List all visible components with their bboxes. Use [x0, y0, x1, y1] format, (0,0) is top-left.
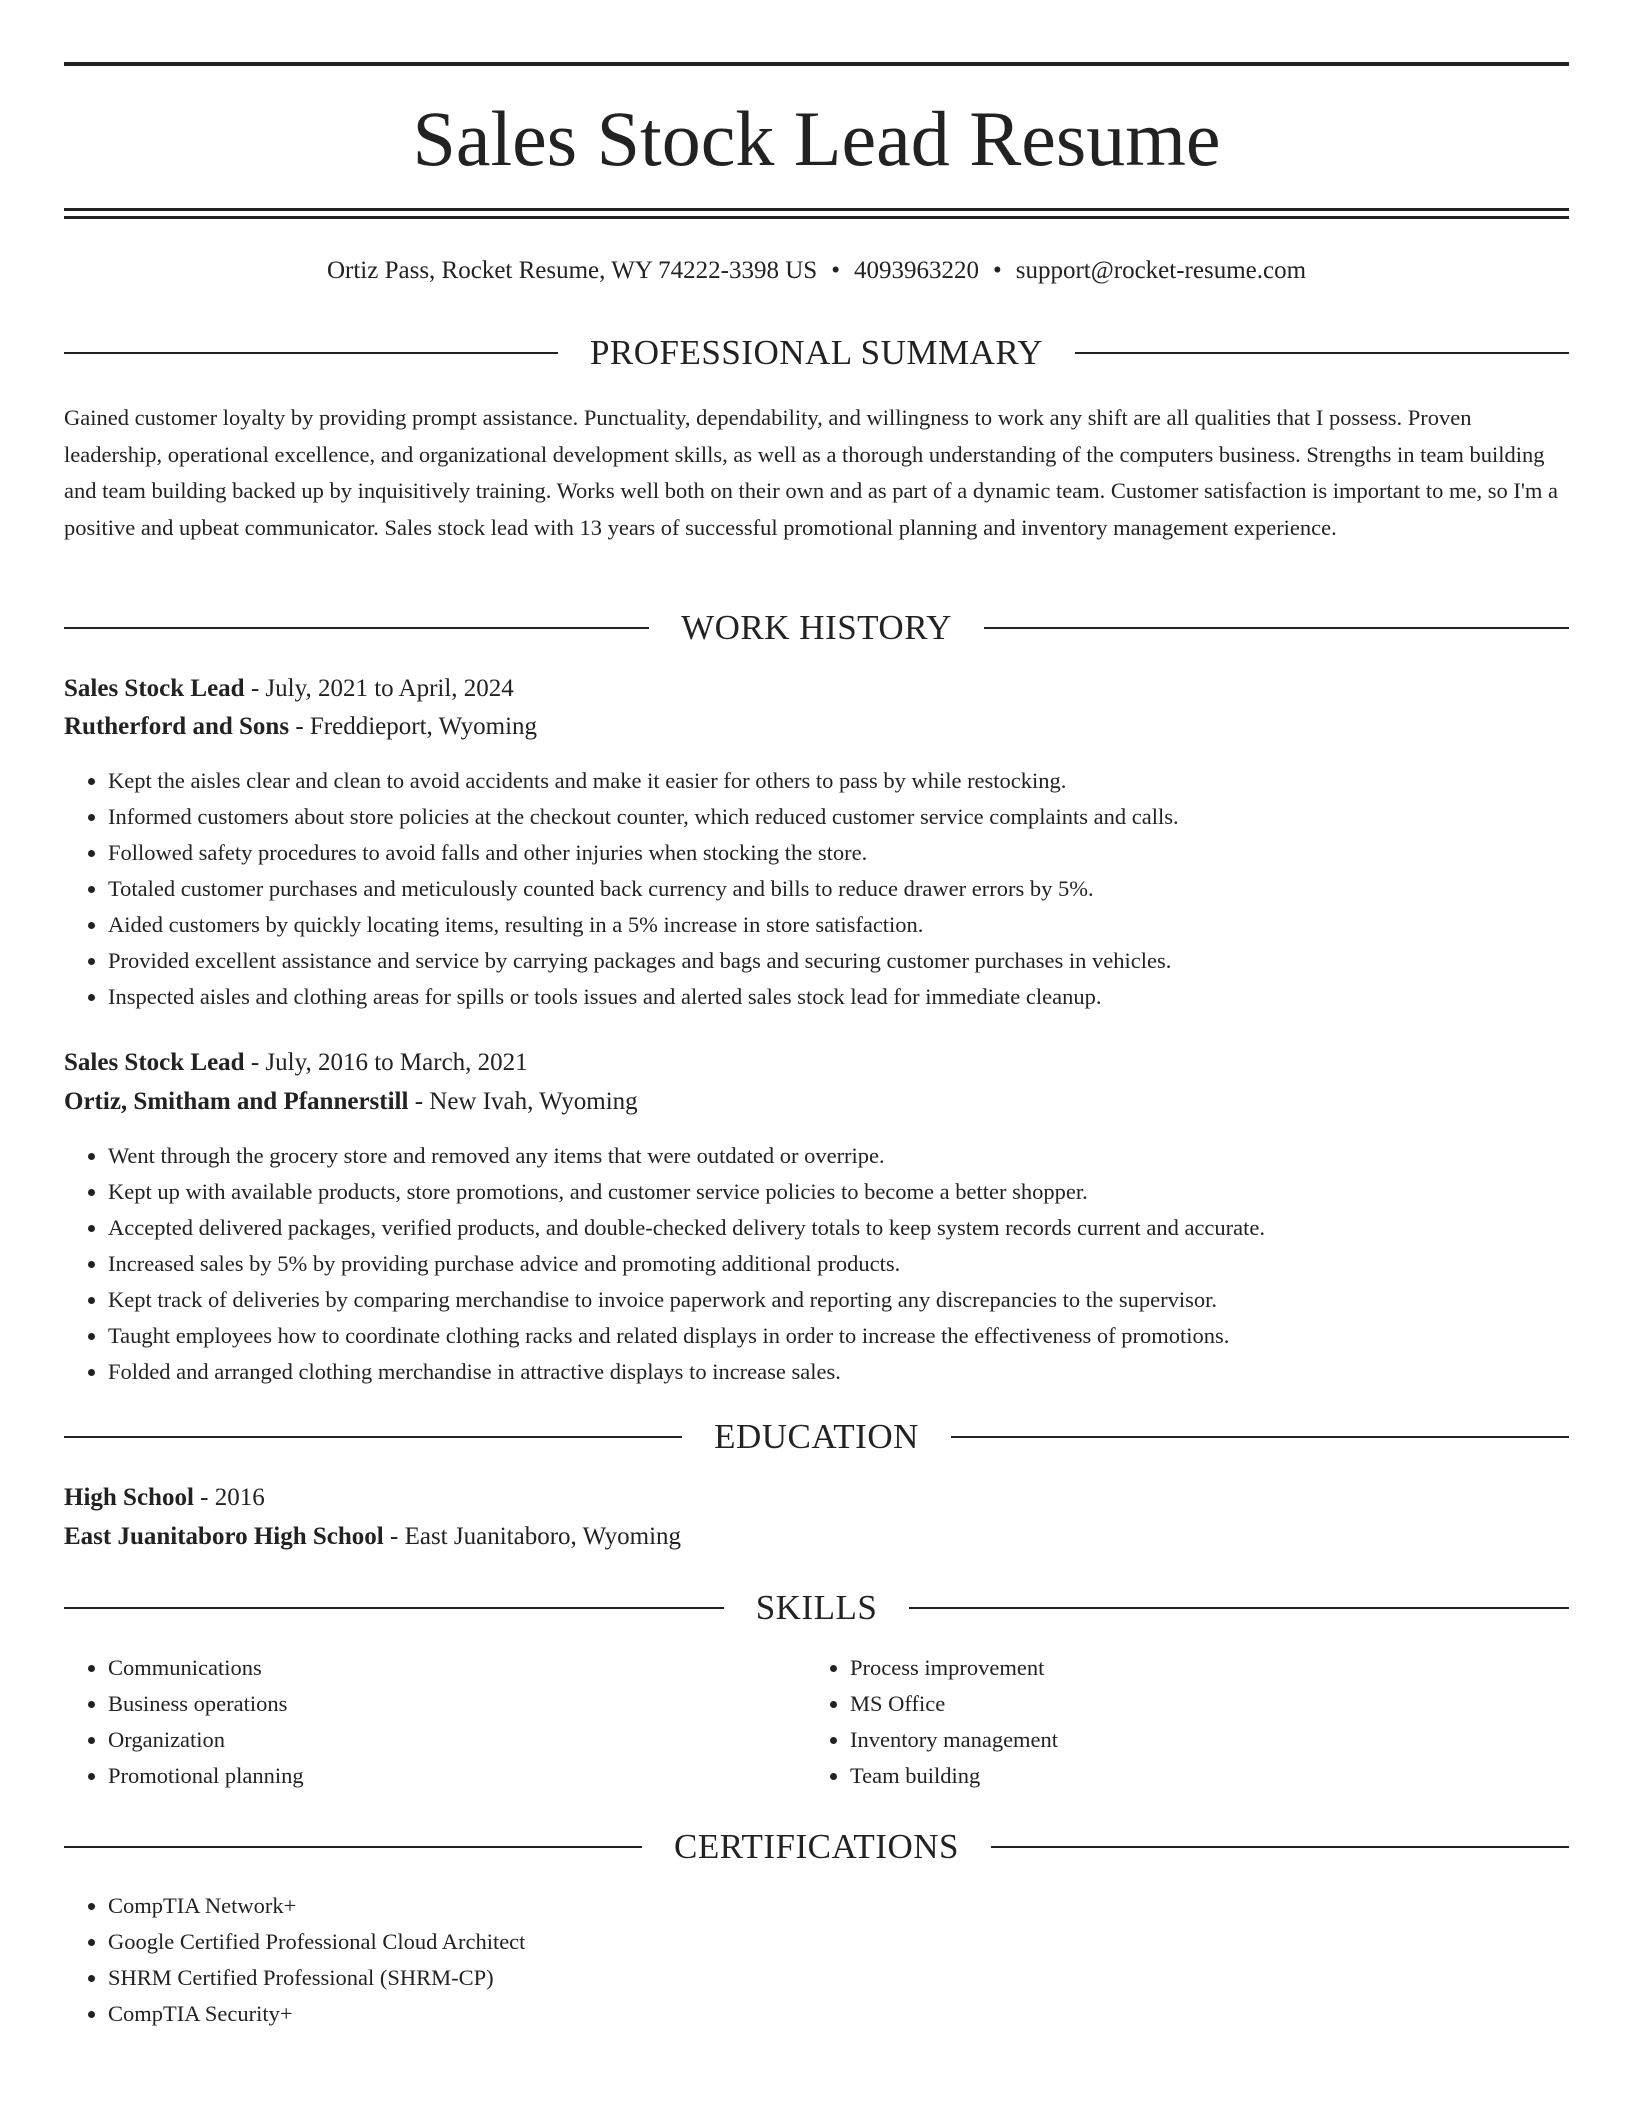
skill-item: • Inventory management — [850, 1722, 1550, 1758]
education-degree-line — [64, 1480, 265, 1516]
list-item: • Kept up with available products, store promotions, and customer service policies to become a better shopper. — [108, 1174, 1568, 1210]
list-item: • Followed safety procedures to avoid falls and other injuries when stocking the store. — [108, 835, 1568, 871]
certification-item: • Google Certified Professional Cloud Architect — [108, 1924, 1568, 1960]
list-item: • Accepted delivered packages, verified products, and double-checked delivery totals to keep system records current and accurate. — [108, 1210, 1568, 1246]
education-school-line — [64, 1519, 681, 1555]
job-location: - New Ivah, Wyoming — [408, 1088, 638, 1115]
job-title: Sales Stock Lead — [64, 1049, 245, 1076]
section-title: WORK HISTORY — [681, 608, 952, 647]
skill-item: • Business operations — [108, 1686, 808, 1722]
certification-item: • CompTIA Security+ — [108, 1996, 1568, 2032]
title-rule-lower — [64, 216, 1569, 219]
contact-separator: • — [992, 257, 1002, 284]
list-item: • Went through the grocery store and removed any items that were outdated or overripe. — [108, 1138, 1568, 1174]
skill-item: • Team building — [850, 1758, 1550, 1794]
section-heading-summary — [64, 331, 1569, 375]
top-rule — [64, 62, 1569, 66]
list-item: • Taught employees how to coordinate clothing racks and related displays in order to increase the effectiveness of promotions. — [108, 1318, 1568, 1354]
section-title: PROFESSIONAL SUMMARY — [589, 333, 1044, 372]
list-item: • Kept the aisles clear and clean to avoid accidents and make it easier for others to pass by while restocking. — [108, 763, 1568, 799]
contact-separator: • — [831, 257, 840, 284]
job-dates: - July, 2016 to March, 2021 — [244, 1049, 528, 1076]
job-title-line — [64, 1045, 528, 1081]
professional-summary: Gained customer loyalty by providing prompt assistance. Punctuality, dependability, and willingness to work any shift are all qualities that I possess. Proven leadership, operational excellence, and organizational development skills, as well as a thorough understanding of the computers business. Strengths in team building and team building backed up by inquisitively training. Works well both on their own and as part of a dynamic team. Customer satisfaction is important to me, so I'm a positive and upbeat communicator. Sales stock lead with 13 years of successful promotional planning and inventory management experience. — [64, 405, 1559, 540]
skill-item: • MS Office — [850, 1686, 1550, 1722]
list-item: • Inspected aisles and clothing areas for spills or tools issues and alerted sales stock lead for immediate cleanup. — [108, 979, 1568, 1015]
heading-rule — [64, 352, 558, 354]
list-item: • Increased sales by 5% by providing purchase advice and promoting additional products. — [108, 1246, 1568, 1282]
contact-line — [64, 254, 1569, 288]
certification-item: • SHRM Certified Professional (SHRM-CP) — [108, 1960, 1568, 1996]
skills-list-right — [806, 1650, 1550, 1794]
section-heading-education — [64, 1415, 1569, 1459]
section-title: CERTIFICATIONS — [674, 1827, 959, 1866]
contact-address: Ortiz Pass, Rocket Resume, WY 74222-3398 US — [326, 257, 818, 284]
skills-list-left — [64, 1650, 808, 1794]
resume-title: Sales Stock Lead Resume — [412, 95, 1221, 182]
section-title: EDUCATION — [714, 1417, 919, 1456]
education-year: - 2016 — [193, 1484, 265, 1511]
heading-rule — [909, 1607, 1569, 1609]
job-location: - Freddieport, Wyoming — [289, 713, 538, 740]
heading-rule — [1075, 352, 1569, 354]
job-bullets — [64, 1138, 1568, 1390]
certifications-list — [64, 1888, 1568, 2032]
heading-rule — [64, 1607, 724, 1609]
education-location: - East Juanitaboro, Wyoming — [383, 1523, 682, 1550]
heading-rule — [64, 1436, 682, 1438]
list-item: • Provided excellent assistance and service by carrying packages and bags and securing customer purchases in vehicles. — [108, 943, 1568, 979]
title-rule-upper — [64, 208, 1569, 211]
job-title: Sales Stock Lead — [64, 675, 245, 702]
skill-item: • Process improvement — [850, 1650, 1550, 1686]
section-title: SKILLS — [755, 1588, 878, 1627]
certification-item: • CompTIA Network+ — [108, 1888, 1568, 1924]
heading-rule — [991, 1846, 1569, 1848]
section-heading-certifications — [64, 1825, 1569, 1869]
heading-rule — [984, 627, 1569, 629]
job-title-line — [64, 671, 514, 707]
job-company-line — [64, 709, 537, 745]
heading-rule — [951, 1436, 1569, 1438]
job-bullets — [64, 763, 1568, 1015]
heading-rule — [64, 627, 649, 629]
list-item: • Folded and arranged clothing merchandise in attractive displays to increase sales. — [108, 1354, 1568, 1390]
list-item: • Informed customers about store policies at the checkout counter, which reduced customer service complaints and calls. — [108, 799, 1568, 835]
job-company: Rutherford and Sons — [64, 713, 290, 740]
section-heading-skills — [64, 1586, 1569, 1630]
contact-email: support@rocket-resume.com — [1015, 257, 1307, 284]
heading-rule — [64, 1846, 642, 1848]
skill-item: • Communications — [108, 1650, 808, 1686]
list-item: • Aided customers by quickly locating items, resulting in a 5% increase in store satisfaction. — [108, 907, 1568, 943]
education-degree: High School — [64, 1484, 194, 1511]
skill-item: • Promotional planning — [108, 1758, 808, 1794]
job-company: Ortiz, Smitham and Pfannerstill — [64, 1088, 409, 1115]
skill-item: • Organization — [108, 1722, 808, 1758]
list-item: • Kept track of deliveries by comparing merchandise to invoice paperwork and reporting any discrepancies to the supervisor. — [108, 1282, 1568, 1318]
contact-phone: 4093963220 — [853, 257, 979, 284]
job-company-line — [64, 1084, 638, 1120]
section-heading-work-history — [64, 606, 1569, 650]
education-school: East Juanitaboro High School — [64, 1523, 384, 1550]
job-dates: - July, 2021 to April, 2024 — [244, 675, 514, 702]
list-item: • Totaled customer purchases and meticulously counted back currency and bills to reduce drawer errors by 5%. — [108, 871, 1568, 907]
